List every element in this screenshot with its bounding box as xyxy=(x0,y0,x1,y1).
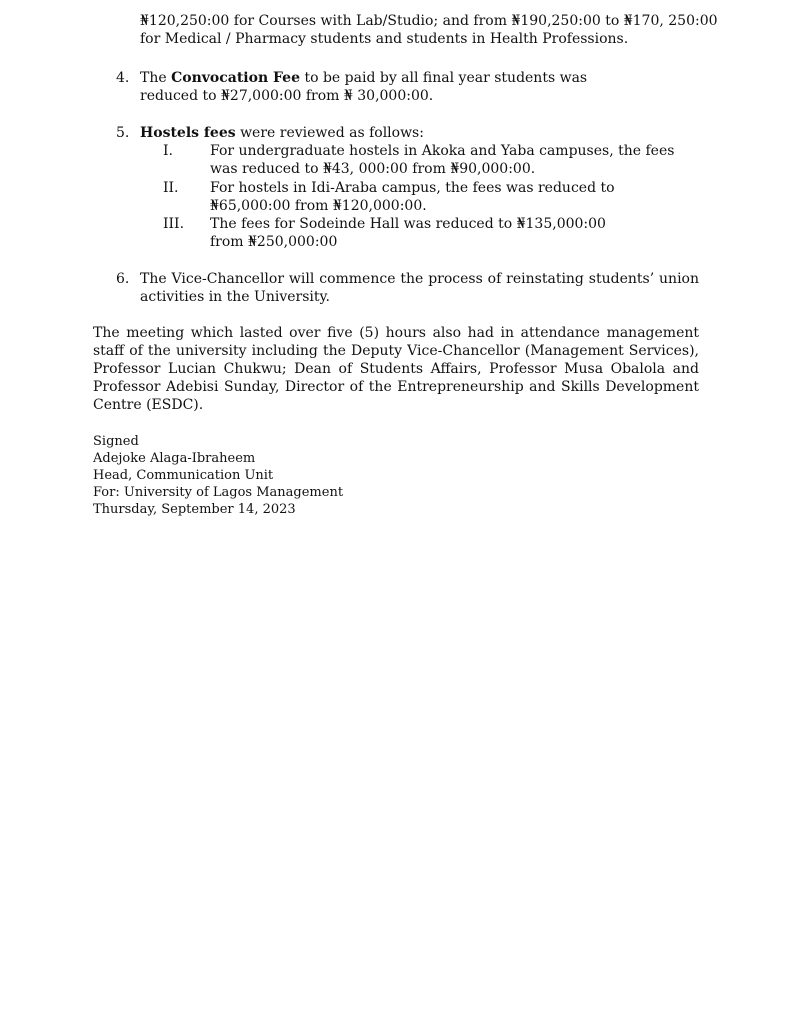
hostel-item-1 xyxy=(163,142,683,178)
item-text: Hostels fees were reviewed as follows: xyxy=(140,125,424,141)
continuation-line-1: ₦120,250:00 for Courses with Lab/Studio; and from ₦190,250:00 to ₦170, 250:00 xyxy=(140,13,718,29)
hostel-item-3 xyxy=(163,215,683,251)
signed-label: Signed xyxy=(93,434,139,449)
item-text: The Convocation Fee to be paid by all final year students was reduced to ₦27,000:00 from ₦ 30,000:00. xyxy=(140,70,588,104)
hostel-item-text: For undergraduate hostels in Akoka and Yaba campuses, the fees was reduced to ₦43, 000:00 from ₦90,000:00. xyxy=(210,143,675,177)
roman-numeral: II. xyxy=(163,180,179,196)
release-date: Thursday, September 14, 2023 xyxy=(93,502,296,517)
roman-numeral: III. xyxy=(163,216,185,232)
item-number: 5. xyxy=(116,125,130,141)
list-item-students-union xyxy=(93,270,699,306)
item-number: 6. xyxy=(116,271,130,287)
hostel-item-2 xyxy=(163,179,683,215)
list-item-hostel-fees xyxy=(93,124,699,142)
list-item-convocation-fee xyxy=(93,69,699,105)
hostel-item-text: The fees for Sodeinde Hall was reduced to ₦135,000:00 from ₦250,000:00 xyxy=(210,216,606,250)
continuation-line-2: for Medical / Pharmacy students and students in Health Professions. xyxy=(140,31,629,47)
item-3-continuation xyxy=(140,12,718,48)
convocation-fee-heading: Convocation Fee xyxy=(171,70,300,86)
closing-paragraph: The meeting which lasted over five (5) hours also had in attendance management staff of the university including the Deputy Vice-Chancellor (Management Services), Professor Lucian Chukwu; Dean of Students Affairs, Professor Musa Obalola and Professor Adebisi Sunday, Director of the Entrepreneurship and Skills Development Centre (ESDC). xyxy=(93,325,699,413)
signatory-organization: For: University of Lagos Management xyxy=(93,485,344,500)
item-text: The Vice-Chancellor will commence the process of reinstating students’ union activities in the University. xyxy=(140,271,699,305)
hostel-item-text: For hostels in Idi-Araba campus, the fees was reduced to ₦65,000:00 from ₦120,000:00. xyxy=(210,180,615,214)
hostel-fees-heading: Hostels fees xyxy=(140,125,236,141)
signature-block xyxy=(93,433,699,518)
item-number: 4. xyxy=(116,70,130,86)
signatory-name: Adejoke Alaga-Ibraheem xyxy=(93,451,256,466)
signatory-title: Head, Communication Unit xyxy=(93,468,274,483)
roman-numeral: I. xyxy=(163,143,173,159)
